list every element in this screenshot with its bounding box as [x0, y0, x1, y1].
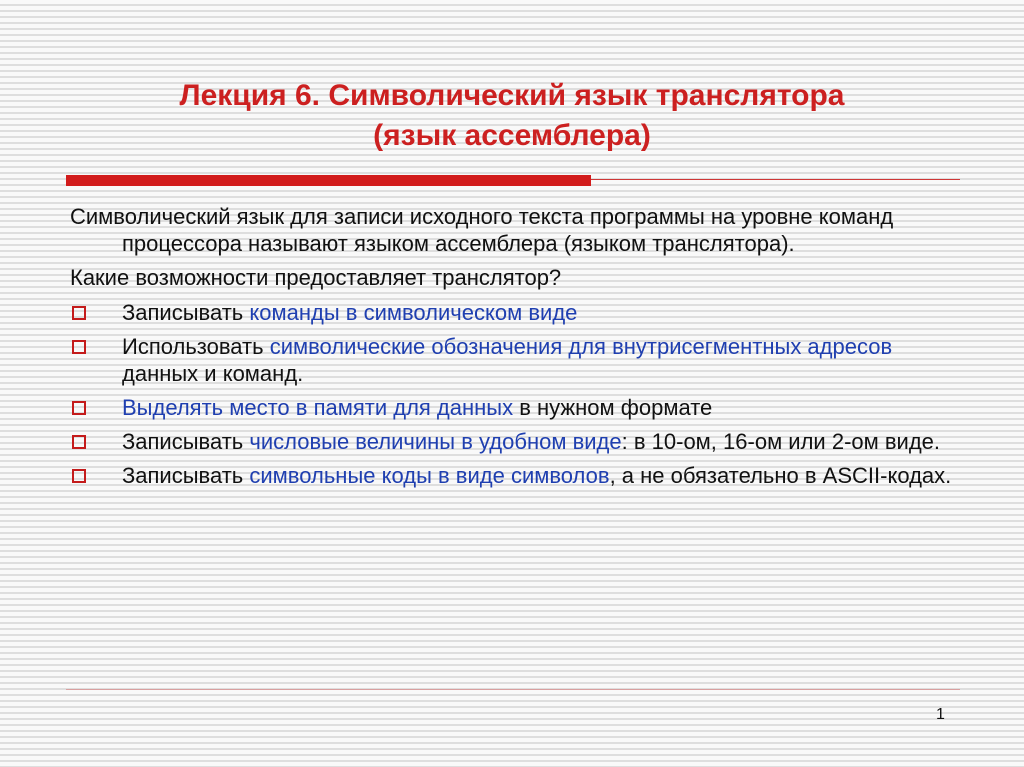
- title-divider-thick-segment: [66, 175, 591, 186]
- slide-content: [70, 203, 960, 496]
- intro-paragraph: Символический язык для записи исходного текста программы на уровне команд процессора называют языком ассемблера (языком транслятора).: [70, 204, 894, 256]
- slide-title-line-2: (язык ассемблера): [373, 119, 651, 152]
- bullet-text: , а не обязательно в ASCII-кодах.: [609, 463, 952, 488]
- question-text: Какие возможности предоставляет транслятор?: [70, 265, 562, 290]
- bullet-highlight: Выделять место в памяти для данных: [122, 395, 514, 420]
- square-bullet-icon: [72, 340, 86, 354]
- page-number: 1: [936, 706, 945, 723]
- bullet-text: данных и команд.: [122, 361, 304, 386]
- bullet-item-4: [70, 428, 960, 455]
- bullet-highlight: символические обозначения для внутрисегментных адресов: [269, 334, 893, 359]
- bullet-text: Записывать: [122, 463, 250, 488]
- bullet-text: : в 10-ом, 16-ом или 2-ом виде.: [621, 429, 941, 454]
- square-bullet-icon: [72, 435, 86, 449]
- bullet-item-5: [70, 462, 960, 489]
- bullet-item-1: [70, 299, 960, 326]
- square-bullet-icon: [72, 401, 86, 415]
- bullet-text: Записывать: [122, 300, 250, 325]
- title-divider-thin-segment: [591, 179, 960, 180]
- bullet-item-2: [70, 333, 960, 387]
- bullet-text: в нужном формате: [513, 395, 713, 420]
- slide-title: [0, 76, 1024, 156]
- bullet-text: Использовать: [122, 334, 270, 359]
- square-bullet-icon: [72, 306, 86, 320]
- bullet-highlight: команды в символическом виде: [249, 300, 578, 325]
- bullet-highlight: символьные коды в виде символов: [249, 463, 610, 488]
- bullet-highlight: числовые величины в удобном виде: [249, 429, 622, 454]
- bullet-item-3: [70, 394, 960, 421]
- square-bullet-icon: [72, 469, 86, 483]
- footer-divider: [66, 689, 960, 690]
- title-divider: [66, 172, 960, 188]
- slide-title-line-1: Лекция 6. Символический язык транслятора: [179, 79, 845, 112]
- bullet-text: Записывать: [122, 429, 250, 454]
